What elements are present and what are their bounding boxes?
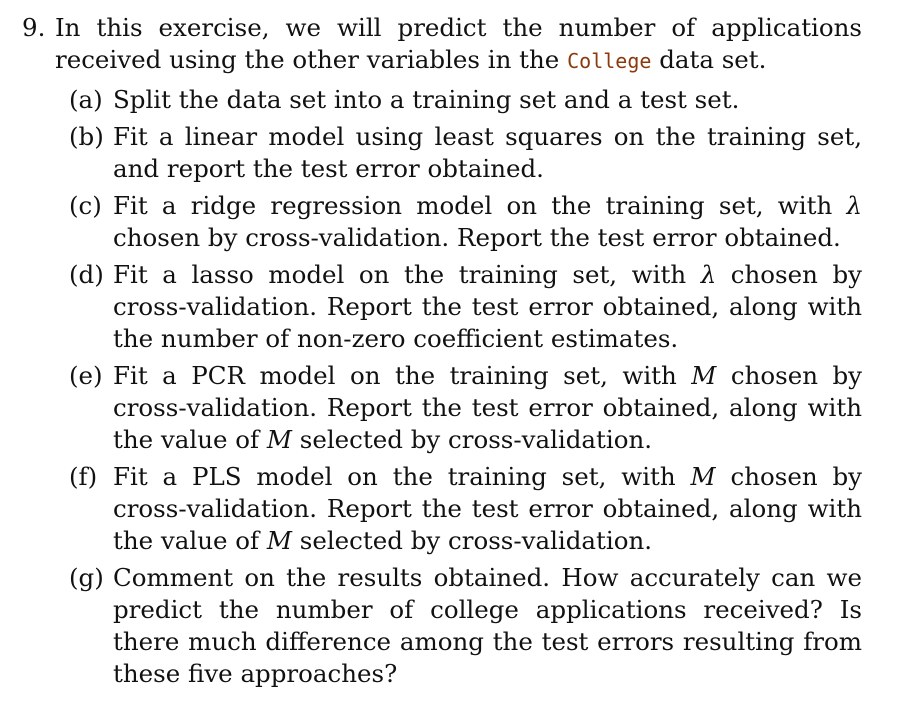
part-label: (g) [69, 563, 104, 592]
part-b [69, 121, 862, 185]
part-text [113, 259, 862, 355]
part-text-segment: Comment on the results obtained. How accurately can we predict the number of college applications received? Is there much difference among the test errors resulting from these five approaches? [113, 563, 862, 688]
part-label: (e) [69, 361, 103, 390]
part-text [113, 190, 862, 254]
exercise-header [22, 12, 862, 77]
m-symbol: M [266, 425, 292, 454]
part-a [69, 84, 862, 116]
part-text-segment: chosen by cross-validation. Report the test error obtained. [113, 223, 841, 252]
part-text-segment: Fit a lasso model on the training set, with [113, 260, 701, 289]
part-text-segment: Fit a ridge regression model on the training set, with [113, 191, 847, 220]
part-text-segment: chosen by cross-validation. Report the test error obtained, along with the value of [113, 361, 863, 454]
m-symbol: M [691, 361, 717, 390]
intro-text-after: data set. [651, 45, 767, 74]
part-text [113, 562, 862, 690]
part-g [69, 562, 862, 690]
part-d [69, 259, 862, 355]
dataset-name: College [567, 49, 652, 73]
m-symbol: M [266, 526, 292, 555]
part-text-segment: chosen by cross-validation. Report the test error obtained, along with the value of [113, 462, 862, 555]
exercise [22, 12, 862, 695]
part-text-segment: selected by cross-validation. [291, 526, 653, 555]
exercise-parts-list [22, 84, 862, 690]
lambda-symbol: λ [700, 260, 717, 289]
part-text [113, 121, 862, 185]
part-label: (d) [69, 260, 104, 289]
part-label: (b) [69, 122, 104, 151]
intro-text-before: In this exercise, we will predict the number of applications received using the other variables in the [55, 13, 862, 74]
part-e [69, 360, 862, 456]
exercise-intro [55, 12, 862, 77]
part-label: (a) [69, 85, 103, 114]
part-text-segment: Fit a linear model using least squares on the training set, and report the test error obtained. [113, 122, 862, 183]
part-c [69, 190, 862, 254]
part-text [113, 360, 862, 456]
lambda-symbol: λ [846, 191, 862, 220]
part-label: (f) [69, 462, 98, 491]
part-label: (c) [69, 191, 102, 220]
part-text-segment: selected by cross-validation. [291, 425, 653, 454]
exercise-number: 9. [22, 13, 46, 42]
part-text-segment: chosen by cross-validation. Report the test error obtained, along with the number of non-zero coefficient estimates. [113, 260, 862, 353]
part-text [113, 461, 862, 557]
part-text-segment: Fit a PLS model on the training set, with [113, 462, 691, 491]
part-f [69, 461, 862, 557]
part-text [113, 84, 862, 116]
part-text-segment: Split the data set into a training set and a test set. [113, 85, 740, 114]
part-text-segment: Fit a PCR model on the training set, with [113, 361, 692, 390]
m-symbol: M [690, 462, 716, 491]
